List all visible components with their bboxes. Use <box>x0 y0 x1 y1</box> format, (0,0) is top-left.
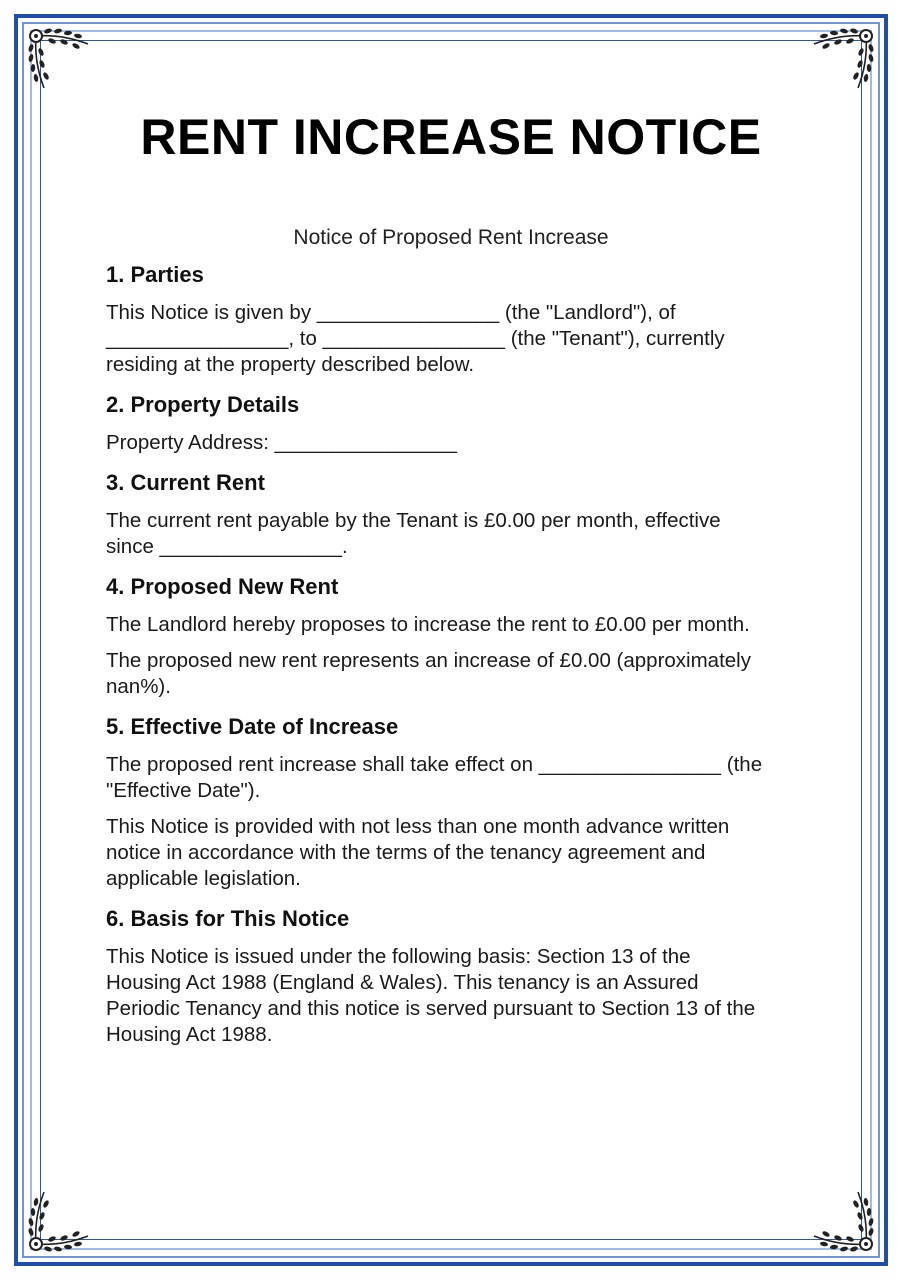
section-paragraph: Property Address: ________________ <box>106 431 458 454</box>
section-property-details <box>106 392 766 456</box>
section-heading: 6. Basis for This Notice <box>106 906 350 931</box>
section-current-rent <box>106 470 766 560</box>
section-heading: 1. Parties <box>106 262 204 287</box>
document-body <box>106 262 766 1062</box>
section-paragraph: This Notice is given by ________________ (the "Landlord"), of ________________, to ________________ (the "Tenant"), currently residing at the property described below. <box>106 301 725 376</box>
section-paragraph: The current rent payable by the Tenant is £0.00 per month, effective since ________________. <box>106 509 721 558</box>
section-paragraph: This Notice is issued under the following basis: Section 13 of the Housing Act 1988 (England & Wales). This tenancy is an Assured Periodic Tenancy and this notice is served pursuant to Section 13 of the Housing Act 1988. <box>106 945 756 1046</box>
section-paragraph: The Landlord hereby proposes to increase the rent to £0.00 per month. <box>106 613 750 636</box>
section-paragraph: The proposed rent increase shall take effect on ________________ (the "Effective Date"). <box>106 753 763 802</box>
section-paragraph: This Notice is provided with not less than one month advance written notice in accordance with the terms of the tenancy agreement and applicable legislation. <box>106 815 730 890</box>
section-effective-date <box>106 714 766 892</box>
section-heading: 5. Effective Date of Increase <box>106 714 399 739</box>
laurel-flourish-icon <box>22 22 102 102</box>
section-heading: 3. Current Rent <box>106 470 265 495</box>
document-title: RENT INCREASE NOTICE <box>140 109 762 165</box>
section-paragraph: The proposed new rent represents an increase of £0.00 (approximately nan%). <box>106 649 751 698</box>
section-basis <box>106 906 766 1048</box>
section-heading: 4. Proposed New Rent <box>106 574 339 599</box>
section-proposed-new-rent <box>106 574 766 700</box>
document-subtitle: Notice of Proposed Rent Increase <box>293 226 609 249</box>
laurel-flourish-icon <box>22 1178 102 1258</box>
laurel-flourish-icon <box>800 1178 880 1258</box>
laurel-flourish-icon <box>800 22 880 102</box>
section-parties <box>106 262 766 378</box>
section-heading: 2. Property Details <box>106 392 300 417</box>
